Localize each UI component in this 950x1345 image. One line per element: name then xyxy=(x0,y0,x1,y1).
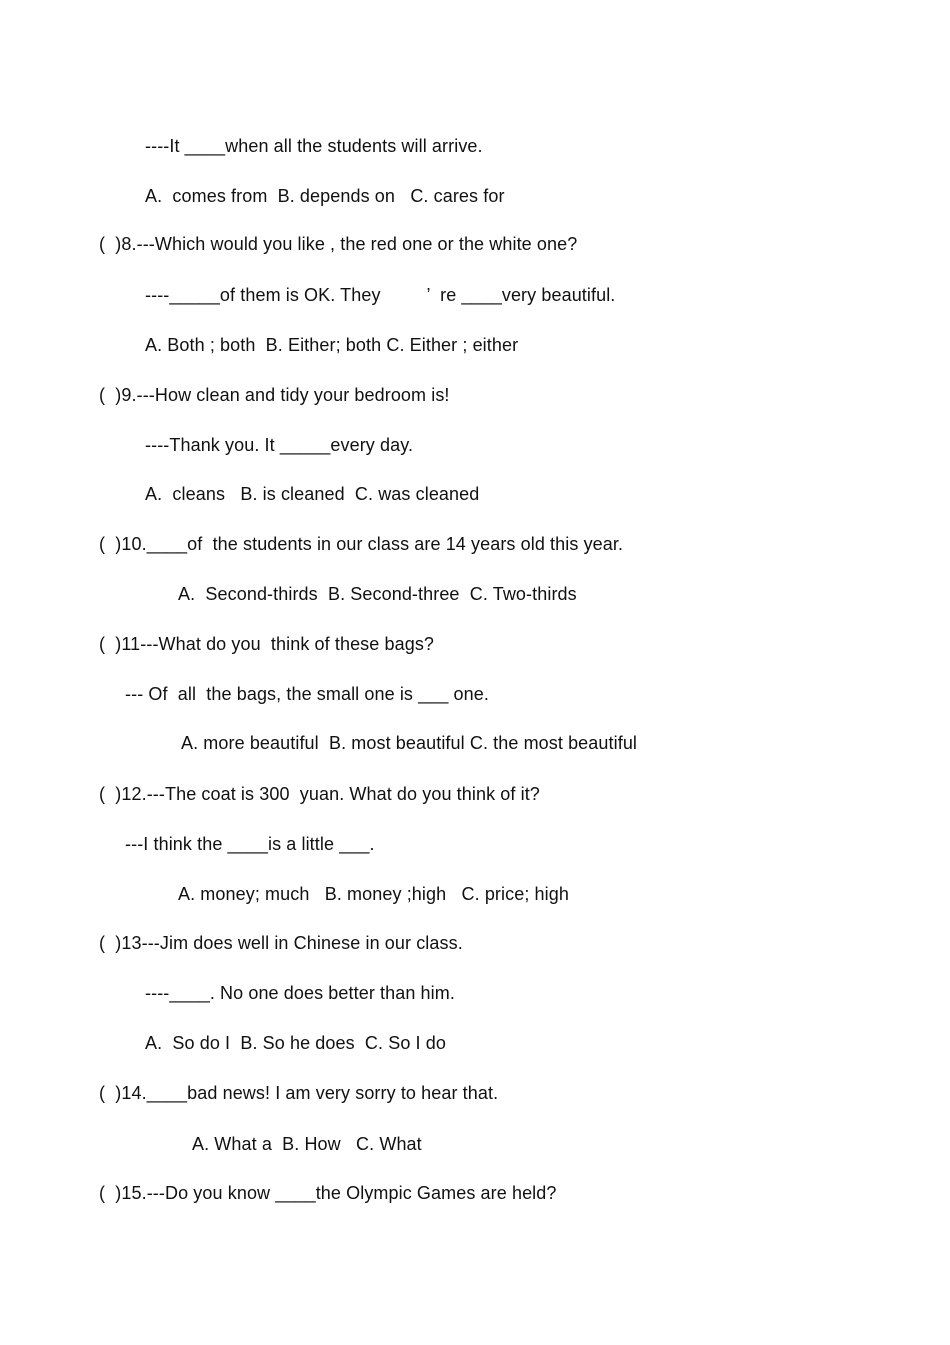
q10-question: ( )10.____of the students in our class are 14 years old this year. xyxy=(99,534,624,554)
q9-options: A. cleans B. is cleaned C. was cleaned xyxy=(145,484,480,504)
q8-answer-line: ----_____of them is OK. They ’ re ____very beautiful. xyxy=(145,285,616,305)
q10-options: A. Second-thirds B. Second-three C. Two-thirds xyxy=(178,584,577,604)
q13-answer-line: ----____. No one does better than him. xyxy=(145,983,455,1003)
q13-options: A. So do I B. So he does C. So I do xyxy=(145,1033,446,1053)
q13-question: ( )13---Jim does well in Chinese in our class. xyxy=(99,933,463,953)
q15-question: ( )15.---Do you know ____the Olympic Games are held? xyxy=(99,1183,557,1203)
q9-question: ( )9.---How clean and tidy your bedroom is! xyxy=(99,385,450,405)
q11-options: A. more beautiful B. most beautiful C. the most beautiful xyxy=(181,733,638,753)
q8-options: A. Both ; both B. Either; both C. Either ; either xyxy=(145,335,519,355)
q11-question: ( )11---What do you think of these bags? xyxy=(99,634,435,654)
q8-question: ( )8.---Which would you like , the red one or the white one? xyxy=(99,234,578,254)
q12-question: ( )12.---The coat is 300 yuan. What do you think of it? xyxy=(99,784,540,804)
q12-options: A. money; much B. money ;high C. price; high xyxy=(178,884,569,904)
q14-options: A. What a B. How C. What xyxy=(192,1134,422,1154)
q14-question: ( )14.____bad news! I am very sorry to hear that. xyxy=(99,1083,499,1103)
q12-answer-line: ---I think the ____is a little ___. xyxy=(125,834,375,854)
q9-answer-line: ----Thank you. It _____every day. xyxy=(145,435,414,455)
q11-answer-line: --- Of all the bags, the small one is ___ one. xyxy=(125,684,489,704)
q7-options: A. comes from B. depends on C. cares for xyxy=(145,186,505,206)
q7-answer-line: ----It ____when all the students will arrive. xyxy=(145,136,483,156)
